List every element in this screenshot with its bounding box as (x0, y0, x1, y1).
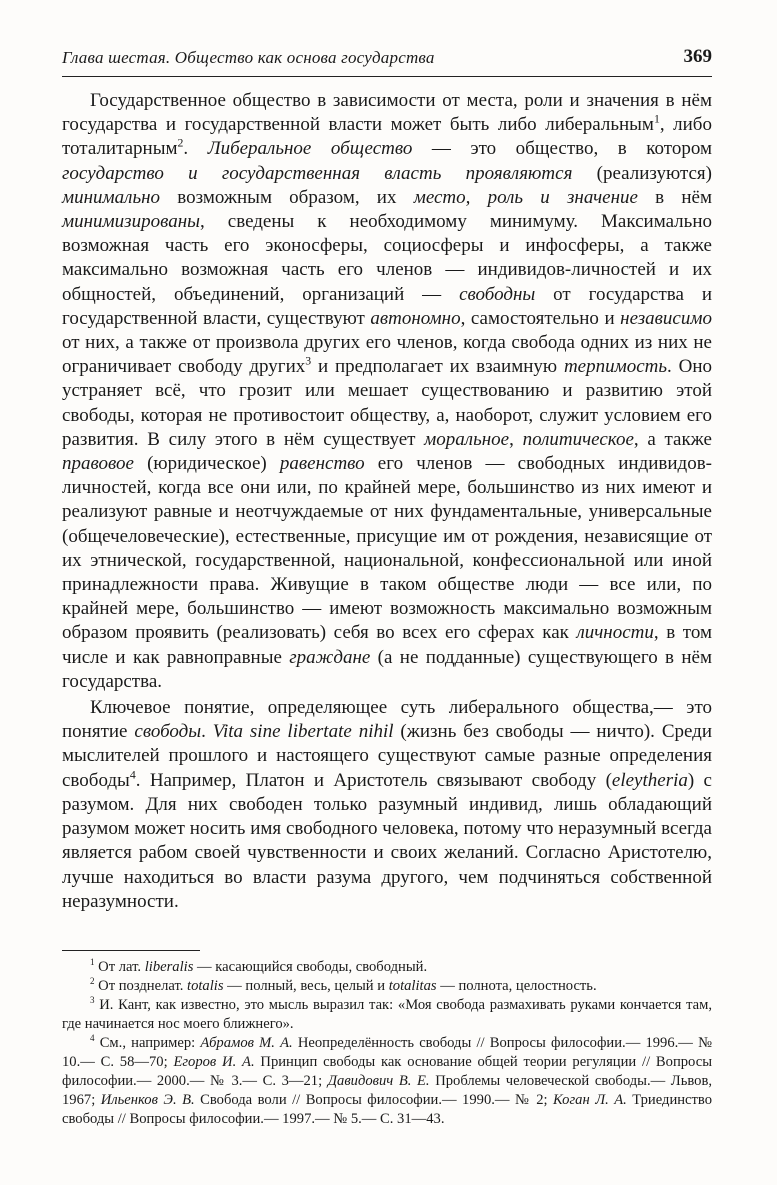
text-run: И. Кант, как известно, это мысль выразил так: «Моя свобода размахивать руками кончается там, где начинается нос моего ближнего». (62, 997, 712, 1032)
text-run: его членов — свободных индивидов-личностей, когда все они или, по крайней мере, большинство из них имеют и реализуют равные и неотчуждаемые от них фундаментальные, универсальные (общечеловеческие), естественные, присущие им от рождения, независящие от их этнической, государственной, национальной, конфессиональной или иной принадлежности права. Живущие в таком обществе люди — все или, по крайней мере, большинство — имеют возможность максимально возможным образом проявить (реализовать) себя во всех его сферах как (62, 453, 712, 644)
footnote-ref-3: 3 (305, 354, 312, 368)
footnote-number: 1 (90, 957, 95, 968)
running-title: Глава шестая. Общество как основа государства (62, 48, 435, 67)
text-run: от государства и государственной власти, существуют (62, 283, 712, 329)
author-name: Ильенков Э. В. (100, 1092, 195, 1108)
footnote-ref-2: 2 (177, 137, 184, 151)
italic-term: правовое (62, 453, 134, 475)
text-run: от них, а также от произвола других его членов, когда свобода одних из них не ограничивает свободу других (62, 332, 712, 378)
italic-term: свободы (134, 721, 202, 743)
text-run: От лат. (94, 959, 145, 975)
footnote-1 (62, 958, 712, 977)
text-run: . (183, 138, 208, 160)
author-name: Егоров И. А. (173, 1054, 255, 1070)
footnote-4 (62, 1034, 712, 1129)
text-run: в нём (637, 186, 712, 208)
text-run: , (509, 428, 523, 450)
text-run: — касающийся свободы, свободный. (193, 959, 428, 975)
text-run: Ключевое понятие, определяющее суть либерального общества,— это понятие (62, 697, 712, 743)
text-run: , либо тоталитарным (62, 114, 712, 160)
footnotes (62, 958, 712, 1129)
text-run: Принцип свободы как основание общей теории регуляции // Вопросы философии.— 2000.— № 3.— С. 3—21; (62, 1054, 713, 1089)
italic-term: государство и государственная власть проявляются (62, 162, 573, 184)
italic-term: Либеральное общество (207, 138, 413, 160)
italic-term: свободны (459, 283, 536, 305)
text-run: — полный, весь, целый и (223, 978, 389, 994)
latin-phrase: Vita sine libertate nihil (212, 721, 394, 743)
italic-term: минимизированы (62, 211, 201, 233)
text-run: . Например, Платон и Аристотель связывают свободу ( (135, 769, 612, 791)
paragraph-liberal-society (62, 89, 712, 694)
italic-term: автономно (370, 307, 461, 329)
page-number: 369 (683, 46, 712, 67)
text-run: возможным образом, их (160, 186, 414, 208)
text-run: и предполагает их взаимную (311, 356, 564, 378)
text-run: (а не подданные) существующего в нём государства. (62, 646, 712, 692)
text-run: Проблемы человеческой свободы.— Львов, 1967; (62, 1073, 712, 1108)
italic-term: totalis (187, 978, 224, 994)
footnote-3 (62, 996, 712, 1034)
text-run: . (201, 721, 213, 743)
main-text (62, 89, 712, 914)
text-run: Государственное общество в зависимости от места, роли и значения в нём государства и государственной власти может быть либо либеральным (62, 90, 712, 136)
italic-term: терпимость (563, 356, 668, 378)
greek-term: eleytheria (611, 769, 688, 791)
italic-term: минимально (62, 186, 161, 208)
text-run: ) с разумом. Для них свободен только разумный индивид, лишь обладающий разумом может носить имя свободного человека, потому что неразумный всегда является рабом своей чувственности и своих желаний. Согласно Аристотелю, лучше находиться во власти разума другого, чем подчиняться собственной неразумности. (62, 769, 712, 912)
italic-term: liberalis (144, 959, 194, 975)
author-name: Давидович В. Е. (327, 1073, 430, 1089)
footnote-number: 4 (90, 1033, 95, 1044)
text-run: Триединство свободы // Вопросы философии.— 1997.— № 5.— С. 31—43. (62, 1092, 713, 1127)
paragraph-freedom (62, 696, 712, 914)
text-run: , в том числе и как равноправные (62, 622, 712, 668)
text-run: См., например: (94, 1035, 201, 1051)
italic-term: личности (576, 622, 654, 644)
text-run: Неопределённость свободы // Вопросы философии.— 1996.— № 10.— С. 58—70; (62, 1035, 712, 1070)
italic-term: равенство (279, 453, 365, 475)
italic-term: независимо (620, 307, 712, 329)
text-run: От позднелат. (94, 978, 188, 994)
footnote-number: 3 (90, 995, 95, 1006)
footnote-number: 2 (90, 976, 95, 987)
header-rule (62, 76, 712, 77)
running-head (62, 46, 712, 76)
italic-term: граждане (289, 646, 371, 668)
text-run: (реализуются) (572, 162, 713, 184)
text-run: Свобода воли // Вопросы философии.— 1990.— № 2; (194, 1092, 554, 1108)
footnote-ref-4: 4 (129, 768, 136, 782)
footnote-2 (62, 977, 712, 996)
text-run: (жизнь без свободы — ничто). Среди мыслителей прошлого и настоящего существуют самые разные определения свободы (62, 721, 713, 791)
italic-term: политическое (522, 428, 634, 450)
text-run: , самостоятельно и (460, 307, 621, 329)
text-run: , а также (633, 428, 712, 450)
text-run: , сведены к необходимому минимуму. Максимально возможная часть его эконосферы, социосферы и инфосферы, а также максимально возможная часть его членов — индивидов-личностей и их общностей, объединений, организаций — (62, 211, 712, 305)
italic-term: моральное (424, 428, 510, 450)
text-run: — полнота, целостность. (436, 978, 597, 994)
author-name: Коган Л. А. (553, 1092, 627, 1108)
italic-term: totalitas (388, 978, 437, 994)
italic-term: место, роль и значение (413, 186, 638, 208)
author-name: Абрамов М. А. (200, 1035, 293, 1051)
footnote-rule (62, 950, 200, 951)
text-run: — это общество, в котором (412, 138, 713, 160)
footnote-ref-1: 1 (653, 112, 660, 126)
text-run: . Оно устраняет всё, что грозит или мешает существованию и развитию этой свободы, которая не противостоит обществу, а, наоборот, служит условием его развития. В силу этого в нём существует (62, 356, 712, 450)
text-run: (юридическое) (133, 453, 280, 475)
